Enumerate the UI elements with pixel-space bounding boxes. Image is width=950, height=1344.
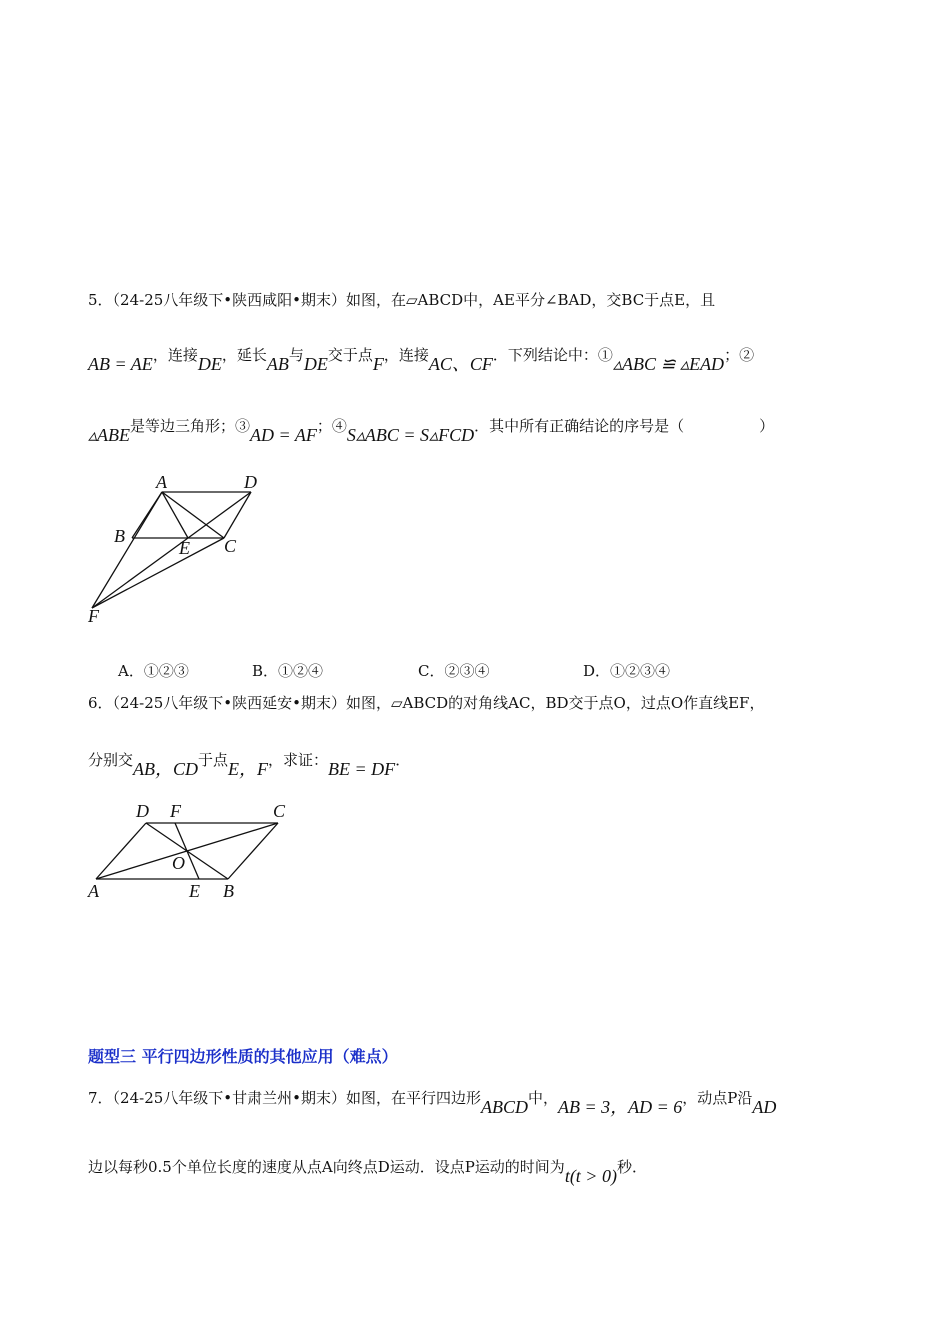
q5-text: 是等边三角形；③ <box>130 417 251 435</box>
q6-label-f: F <box>170 801 181 821</box>
q7-text: 中， <box>527 1089 558 1107</box>
q7-text: 边以每秒0.5个单位长度的速度从点A向终点D运动．设点P运动的时间为 <box>88 1158 565 1176</box>
q5-text: ，连接 <box>152 346 198 364</box>
q6-line2 <box>88 751 411 781</box>
q6-label-e: E <box>189 881 200 901</box>
q7-expr: AD <box>752 1097 777 1117</box>
q7-line1 <box>88 1089 777 1119</box>
q5-label-a: A <box>156 472 167 492</box>
q5-label-f: F <box>88 606 99 626</box>
q5-text: ．下列结论中：① <box>492 346 613 364</box>
q5-label-e: E <box>179 538 190 558</box>
q7-line2 <box>88 1158 647 1187</box>
q5-line2 <box>88 346 755 376</box>
q5-option-a[interactable]: A．①②③ <box>118 662 189 680</box>
section3-title: 题型三 平行四边形性质的其他应用（难点） <box>88 1047 398 1066</box>
q5-text: ；④ <box>316 417 347 435</box>
q5-expr: AD = AF <box>250 425 317 445</box>
q6-label-b: B <box>223 881 234 901</box>
q5-text: 交于点 <box>327 346 373 364</box>
q5-line3 <box>88 417 775 446</box>
q5-text: ，延长 <box>221 346 267 364</box>
q5-text: ；② <box>724 346 755 364</box>
q6-text: ． <box>395 751 411 769</box>
q6-expr: E，F <box>228 759 269 779</box>
q5-option-c[interactable]: C．②③④ <box>418 662 490 680</box>
q7-text: 7．（24-25八年级下•甘肃兰州•期末）如图，在平行四边形 <box>88 1089 481 1107</box>
q7-expr: ABCD <box>480 1097 528 1117</box>
q5-expr-congruence: ▵ABC ≌ ▵EAD <box>612 354 725 374</box>
q5-expr: DE <box>197 354 222 374</box>
q5-expr: AB <box>266 354 289 374</box>
q5-label-d: D <box>244 472 257 492</box>
q6-line1: 6．（24-25八年级下•陕西延安•期末）如图，▱ABCD的对角线AC，BD交于点O，过点O作直线EF， <box>88 694 765 712</box>
q6-expr: AB，CD <box>133 759 199 779</box>
q5-text: 与 <box>288 346 304 364</box>
q5-expr-ab-ae: AB = AE <box>88 354 153 374</box>
q5-expr: F <box>372 354 384 374</box>
q7-expr-lengths: AB = 3，AD = 6 <box>558 1097 683 1117</box>
q5-option-b[interactable]: B．①②④ <box>252 662 324 680</box>
q6-label-a: A <box>88 881 99 901</box>
q6-expr-be-df: BE = DF <box>328 759 396 779</box>
q5-label-c: C <box>224 536 237 556</box>
q6-text: 于点 <box>198 751 229 769</box>
q7-text: ，动点P沿 <box>682 1089 753 1107</box>
q6-text: 分别交 <box>88 751 134 769</box>
q5-line1: 5．（24-25八年级下•陕西咸阳•期末）如图，在▱ABCD中，AE平分∠BAD，交BC于点E，且 <box>88 291 716 309</box>
q5-expr-triangle: ▵ABE <box>88 425 131 445</box>
q5-expr: AC、CF <box>428 354 493 374</box>
q7-text: 秒． <box>616 1158 647 1176</box>
q5-expr-area: S▵ABC = S▵FCD <box>346 425 475 445</box>
q5-figure <box>80 470 280 630</box>
q7-expr-time: t(t > 0) <box>564 1166 617 1186</box>
q6-figure <box>80 795 300 905</box>
q5-text: ．其中所有正确结论的序号是（ ） <box>474 417 775 435</box>
q5-option-d[interactable]: D．①②③④ <box>583 662 671 680</box>
q5-expr: DE <box>303 354 328 374</box>
q6-label-o: O <box>172 853 185 873</box>
q6-label-c: C <box>273 801 286 821</box>
q6-label-d: D <box>136 801 149 821</box>
q5-text: ，连接 <box>383 346 429 364</box>
q5-label-b: B <box>114 526 125 546</box>
q6-text: ，求证： <box>268 751 329 769</box>
